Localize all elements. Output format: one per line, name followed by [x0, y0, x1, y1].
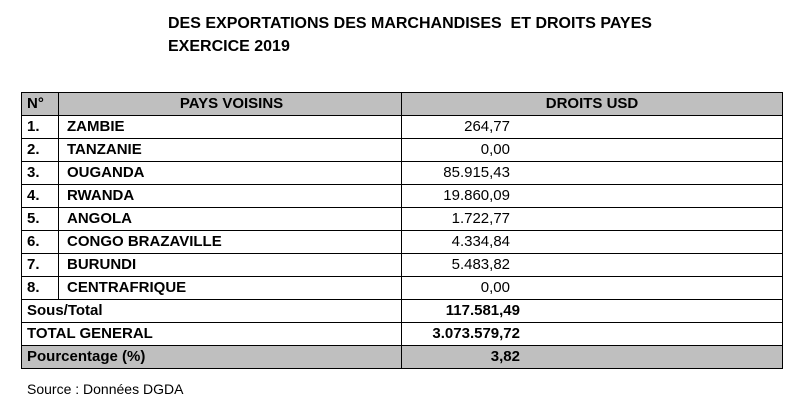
- header-droits: DROITS USD: [402, 93, 783, 116]
- table-row: [22, 277, 783, 300]
- row-pays: ANGOLA: [59, 208, 402, 231]
- row-droits: 4.334,84: [402, 231, 783, 254]
- total-general-label: TOTAL GENERAL: [22, 323, 402, 346]
- pourcentage-row: [22, 346, 783, 369]
- row-no: 3.: [22, 162, 59, 185]
- row-no: 6.: [22, 231, 59, 254]
- row-pays: OUGANDA: [59, 162, 402, 185]
- row-pays: ZAMBIE: [59, 116, 402, 139]
- table-row: [22, 254, 783, 277]
- row-no: 7.: [22, 254, 59, 277]
- title-line-2: EXERCICE 2019: [168, 38, 290, 55]
- row-pays: CENTRAFRIQUE: [59, 277, 402, 300]
- total-general-value: 3.073.579,72: [402, 323, 783, 346]
- table-row: [22, 231, 783, 254]
- pourcentage-value: 3,82: [402, 346, 783, 369]
- source-note: Source : Données DGDA: [27, 381, 184, 397]
- row-droits: 5.483,82: [402, 254, 783, 277]
- row-pays: TANZANIE: [59, 139, 402, 162]
- row-droits: 0,00: [402, 139, 783, 162]
- row-no: 8.: [22, 277, 59, 300]
- table-row: [22, 162, 783, 185]
- total-general-row: [22, 323, 783, 346]
- row-droits: 19.860,09: [402, 185, 783, 208]
- row-droits: 1.722,77: [402, 208, 783, 231]
- row-droits: 0,00: [402, 277, 783, 300]
- table-header-row: [22, 93, 783, 116]
- row-pays: RWANDA: [59, 185, 402, 208]
- title-line-1: DES EXPORTATIONS DES MARCHANDISES ET DROITS PAYES: [168, 15, 652, 32]
- row-pays: BURUNDI: [59, 254, 402, 277]
- row-no: 1.: [22, 116, 59, 139]
- exports-table: [21, 92, 783, 369]
- sous-total-value: 117.581,49: [402, 300, 783, 323]
- document-title: [168, 12, 652, 58]
- table-row: [22, 185, 783, 208]
- table-row: [22, 116, 783, 139]
- sous-total-row: [22, 300, 783, 323]
- row-droits: 85.915,43: [402, 162, 783, 185]
- header-pays: PAYS VOISINS: [59, 93, 402, 116]
- table-row: [22, 208, 783, 231]
- row-droits: 264,77: [402, 116, 783, 139]
- row-no: 4.: [22, 185, 59, 208]
- row-pays: CONGO BRAZAVILLE: [59, 231, 402, 254]
- sous-total-label: Sous/Total: [22, 300, 402, 323]
- header-no: N°: [22, 93, 59, 116]
- table-row: [22, 139, 783, 162]
- row-no: 2.: [22, 139, 59, 162]
- row-no: 5.: [22, 208, 59, 231]
- pourcentage-label: Pourcentage (%): [22, 346, 402, 369]
